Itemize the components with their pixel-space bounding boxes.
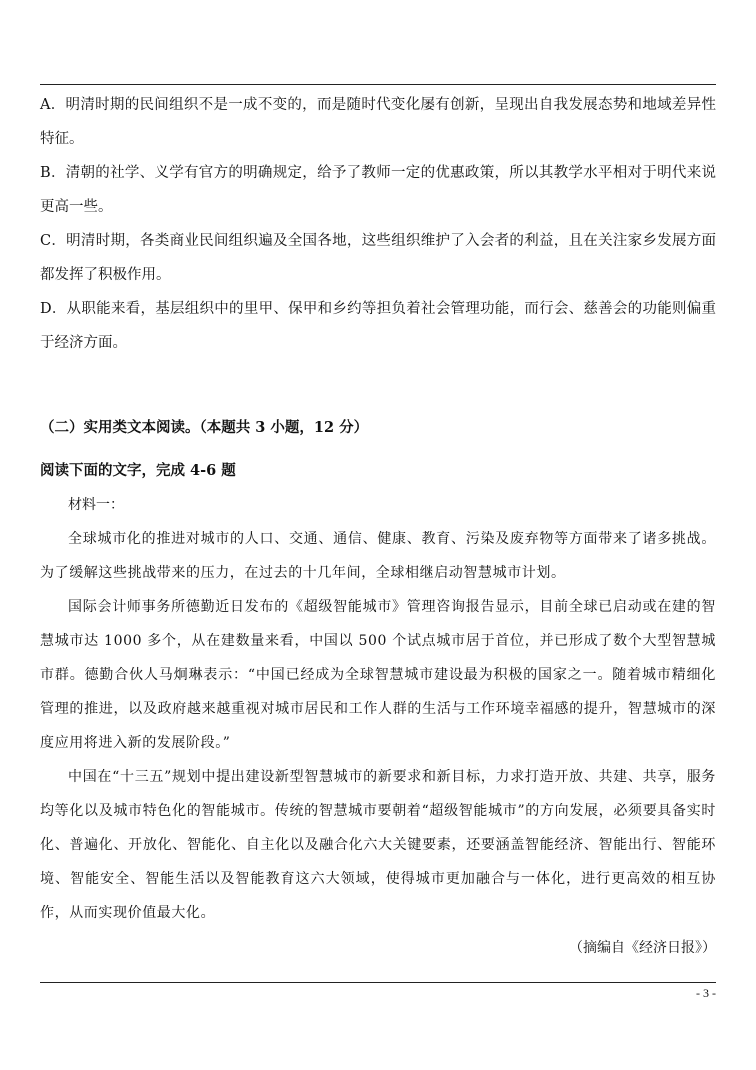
header-rule [40, 84, 716, 85]
footer-rule [40, 982, 716, 983]
page-number: - 3 - [696, 986, 716, 1000]
material-label: 材料一： [68, 497, 124, 513]
option-b: B．清朝的社学、义学有官方的明确规定，给予了教师一定的优惠政策，所以其教学水平相对于明代来说更高一些。 [40, 165, 716, 215]
material-paragraph: 全球城市化的推进对城市的人口、交通、通信、健康、教育、污染及废弃物等方面带来了诸多挑战。为了缓解这些挑战带来的压力，在过去的十几年间，全球相继启动智慧城市计划。 [40, 531, 716, 581]
material-paragraph: 国际会计师事务所德勤近日发布的《超级智能城市》管理咨询报告显示，目前全球已启动或在建的智慧城市达 1000 多个，从在建数量来看，中国以 500 个试点城市居于首位，并已形成了数个大型智慧城市群。德勤合伙人马炯琳表示：“中国已经成为全球智慧城市建设最为积极的国家之一。随着城市精细化管理的推进，以及政府越来越重视对城市居民和工作人群的生活与工作环境幸福感的提升，智慧城市的深度应用将进入新的发展阶段。” [40, 599, 716, 751]
section-title: （二）实用类文本阅读。（本题共 3 小题，12 分） [40, 419, 369, 436]
section-instruction: 阅读下面的文字，完成 4-6 题 [40, 462, 236, 479]
source-citation: （摘编自《经济日报》） [569, 940, 716, 956]
option-a: A．明清时期的民间组织不是一成不变的，而是随时代变化屡有创新，呈现出自我发展态势和地域差异性特征。 [40, 97, 716, 147]
material-paragraph: 中国在“十三五”规划中提出建设新型智慧城市的新要求和新目标，力求打造开放、共建、共享，服务均等化以及城市特色化的智能城市。传统的智慧城市要朝着“超级智能城市”的方向发展，必须要具备实时化、普遍化、开放化、智能化、自主化以及融合化六大关键要素，还要涵盖智能经济、智能出行、智能环境、智能安全、智能生活以及智能教育这六大领域，使得城市更加融合与一体化，进行更高效的相互协作，从而实现价值最大化。 [40, 769, 716, 921]
option-c: C．明清时期，各类商业民间组织遍及全国各地，这些组织维护了入会者的利益，且在关注家乡发展方面都发挥了积极作用。 [40, 233, 716, 283]
material-one [40, 488, 716, 930]
option-d: D．从职能来看，基层组织中的里甲、保甲和乡约等担负着社会管理功能，而行会、慈善会的功能则偏重于经济方面。 [40, 301, 716, 351]
answer-options [40, 88, 716, 360]
